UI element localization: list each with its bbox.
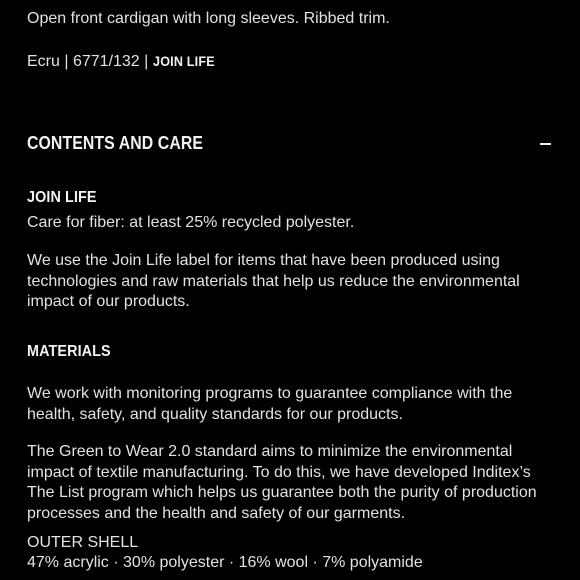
product-reference: 6771/132	[72, 53, 140, 70]
contents-and-care-header[interactable]: CONTENTS AND CARE	[27, 133, 204, 153]
meta-separator: |	[64, 53, 69, 70]
outer-shell-composition: 47% acrylic · 30% polyester · 16% wool · 7% polyamide	[27, 554, 423, 571]
collapse-section-button[interactable]	[534, 134, 554, 154]
minus-icon	[540, 143, 551, 145]
materials-paragraph-monitoring: We work with monitoring programs to guarantee compliance with the health, safety, and quality standards for our products.	[27, 385, 513, 423]
product-meta-line	[27, 51, 221, 73]
materials-heading: MATERIALS	[27, 343, 111, 360]
care-for-fiber-text: Care for fiber: at least 25% recycled polyester.	[27, 214, 355, 231]
product-description: Open front cardigan with long sleeves. Ribbed trim.	[27, 10, 390, 27]
meta-separator: |	[144, 53, 149, 70]
materials-paragraph-green-to-wear: The Green to Wear 2.0 standard aims to minimize the environmental impact of textile manufacturing. To do this, we have developed Inditex’s The List program which helps us guarantee both the purity of production processes and the health and safety of our garments.	[27, 443, 537, 522]
join-life-heading: JOIN LIFE	[27, 189, 97, 206]
product-color: Ecru	[27, 53, 60, 70]
join-life-tag: JOIN LIFE	[152, 53, 215, 69]
join-life-paragraph: We use the Join Life label for items that have been produced using technologies and raw materials that help us reduce the environmental impact of our products.	[27, 252, 520, 310]
outer-shell-label: OUTER SHELL	[27, 534, 139, 551]
